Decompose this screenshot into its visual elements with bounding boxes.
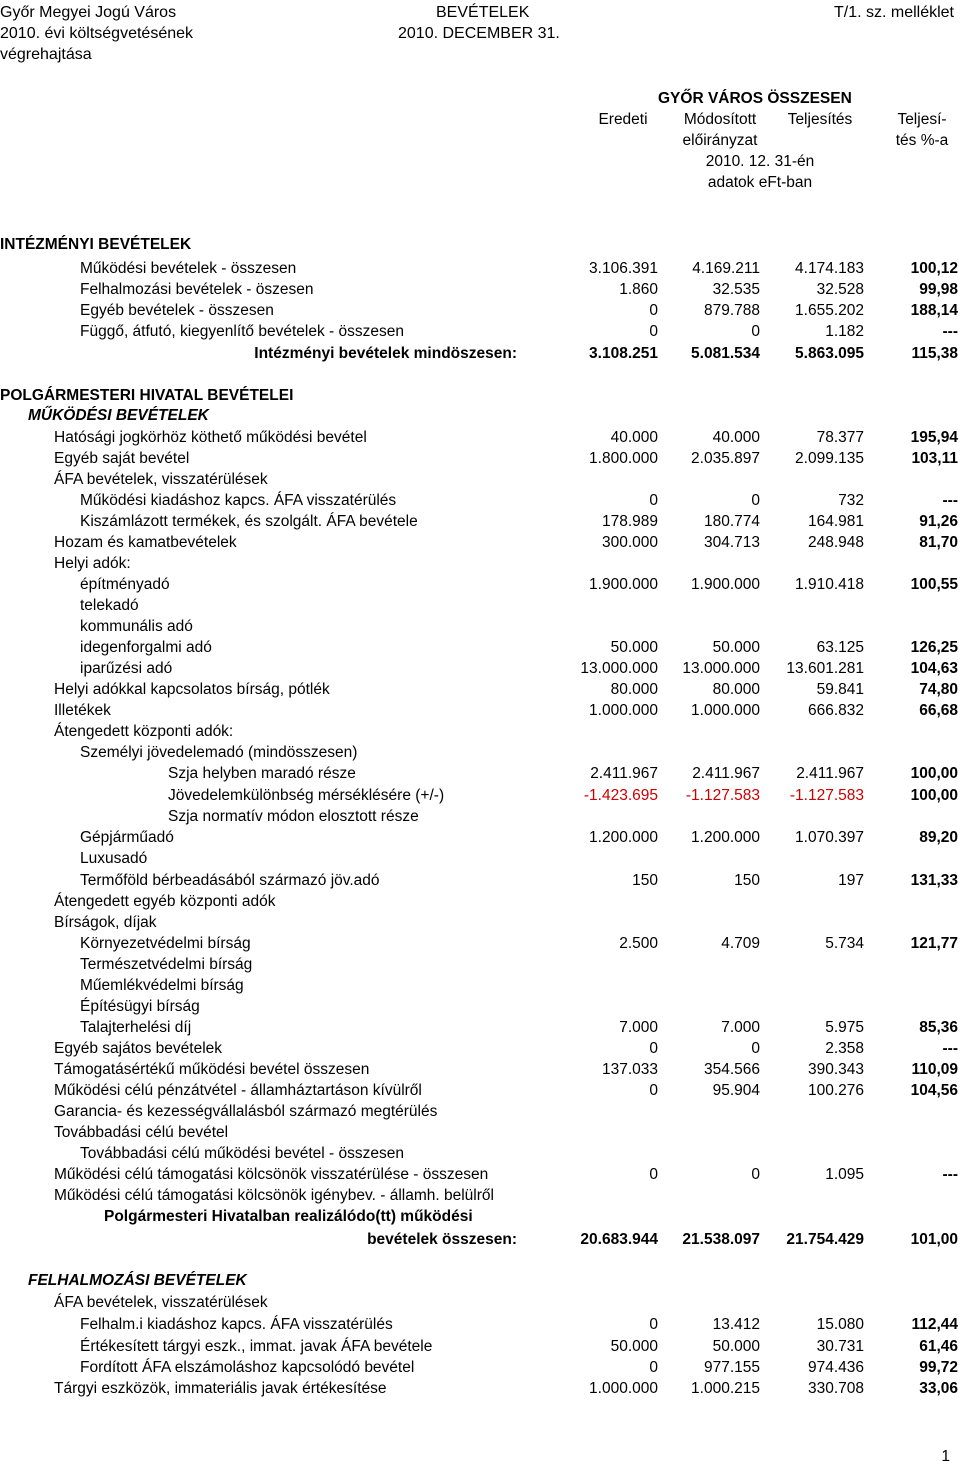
actual-value: 59.841 bbox=[816, 681, 864, 698]
row-label: építményadó bbox=[80, 576, 170, 593]
actual-value: 1.655.202 bbox=[795, 302, 864, 319]
percent-value: 104,63 bbox=[910, 660, 958, 677]
table-row bbox=[0, 1164, 960, 1185]
table-row bbox=[0, 321, 960, 342]
header-left bbox=[0, 2, 193, 65]
percent-value: --- bbox=[942, 492, 958, 509]
table-row bbox=[0, 848, 960, 869]
original-value: 0 bbox=[649, 1040, 658, 1057]
original-value: -1.423.695 bbox=[583, 787, 658, 804]
percent-value: 112,44 bbox=[911, 1316, 958, 1333]
percent-value: 115,38 bbox=[911, 345, 958, 362]
modified-value: 1.000.215 bbox=[691, 1380, 760, 1397]
row-label: Kiszámlázott termékek, és szolgált. ÁFA bevétele bbox=[80, 513, 418, 530]
actual-value: 974.436 bbox=[807, 1359, 864, 1376]
percent-value: 74,80 bbox=[919, 681, 958, 698]
modified-value: 0 bbox=[751, 1166, 760, 1183]
table-row bbox=[0, 490, 960, 511]
table-row bbox=[0, 933, 960, 954]
row-label: Polgármesteri Hivatalban realizálódo(tt) működési bbox=[104, 1208, 473, 1225]
original-value: 1.860 bbox=[619, 281, 658, 298]
row-label: Személyi jövedelemadó (mindösszesen) bbox=[80, 744, 358, 761]
original-value: 3.106.391 bbox=[589, 260, 658, 277]
percent-value: 99,98 bbox=[919, 281, 958, 298]
actual-value: 732 bbox=[838, 492, 864, 509]
actual-value: 666.832 bbox=[807, 702, 864, 719]
column-header-modified bbox=[665, 109, 775, 151]
percent-value: 100,00 bbox=[910, 765, 958, 782]
row-label: Helyi adók: bbox=[54, 555, 131, 572]
original-value: 3.108.251 bbox=[589, 345, 658, 362]
table-row bbox=[0, 511, 960, 532]
original-value: 137.033 bbox=[601, 1061, 658, 1078]
table-row bbox=[0, 785, 960, 806]
row-label: Bírságok, díjak bbox=[54, 914, 157, 931]
column-header-modified-line-1: Módosított bbox=[683, 111, 757, 128]
modified-value: 1.900.000 bbox=[691, 576, 760, 593]
percent-value: 100,55 bbox=[910, 576, 958, 593]
percent-value: 103,11 bbox=[911, 450, 958, 467]
percent-value: 89,20 bbox=[919, 829, 958, 846]
row-label: Támogatásértékű működési bevétel összesen bbox=[54, 1061, 370, 1078]
table-row bbox=[0, 405, 960, 426]
row-label: idegenforgalmi adó bbox=[80, 639, 212, 656]
modified-value: 4.169.211 bbox=[692, 260, 760, 277]
table-row bbox=[0, 763, 960, 784]
original-value: 0 bbox=[649, 1166, 658, 1183]
percent-value: 66,68 bbox=[919, 702, 958, 719]
actual-value: 5.863.095 bbox=[795, 345, 864, 362]
row-label: Működési célú pénzátvétel - államháztartáson kívülről bbox=[54, 1082, 422, 1099]
row-label: Átengedett egyéb központi adók bbox=[54, 893, 276, 910]
table-row bbox=[0, 700, 960, 721]
table-row bbox=[0, 1143, 960, 1164]
actual-value: 1.070.397 bbox=[795, 829, 864, 846]
table-row bbox=[0, 721, 960, 742]
header-middle-line-1: BEVÉTELEK bbox=[436, 4, 530, 21]
column-header-unit: adatok eFt-ban bbox=[707, 174, 813, 191]
row-label: bevételek összesen: bbox=[367, 1231, 517, 1248]
modified-value: 2.035.897 bbox=[691, 450, 760, 467]
table-row bbox=[0, 1336, 960, 1357]
row-label: Tárgyi eszközök, immateriális javak értékesítése bbox=[54, 1380, 387, 1397]
row-label: MŰKÖDÉSI BEVÉTELEK bbox=[28, 407, 209, 424]
header-left-line-2: 2010. évi költségvetésének bbox=[0, 25, 194, 42]
percent-value: 101,00 bbox=[910, 1231, 958, 1248]
original-value: 2.500 bbox=[619, 935, 658, 952]
actual-value: 15.080 bbox=[816, 1316, 864, 1333]
modified-value: 95.904 bbox=[712, 1082, 760, 1099]
table-row bbox=[0, 343, 960, 364]
table-row bbox=[0, 912, 960, 933]
row-label: Környezetvédelmi bírság bbox=[80, 935, 251, 952]
row-label: Működési célú támogatási kölcsönök visszatérülése - összesen bbox=[54, 1166, 489, 1183]
modified-value: 304.713 bbox=[703, 534, 760, 551]
percent-value: --- bbox=[942, 1166, 958, 1183]
table-row bbox=[0, 1017, 960, 1038]
table-row bbox=[0, 1038, 960, 1059]
row-label: Egyéb bevételek - összesen bbox=[80, 302, 274, 319]
row-label: Hozam és kamatbevételek bbox=[54, 534, 237, 551]
actual-value: 164.981 bbox=[807, 513, 864, 530]
table-row bbox=[0, 975, 960, 996]
percent-value: 121,77 bbox=[910, 935, 958, 952]
table-row bbox=[0, 385, 960, 406]
original-value: 1.900.000 bbox=[589, 576, 658, 593]
table-row bbox=[0, 679, 960, 700]
table-row bbox=[0, 658, 960, 679]
modified-value: 13.412 bbox=[712, 1316, 760, 1333]
row-label: Továbbadási célú bevétel bbox=[54, 1124, 229, 1141]
modified-value: 0 bbox=[751, 323, 760, 340]
row-label: Gépjárműadó bbox=[80, 829, 174, 846]
column-header-original bbox=[583, 109, 663, 130]
modified-value: 0 bbox=[751, 492, 760, 509]
actual-value: 330.708 bbox=[807, 1380, 864, 1397]
header-middle bbox=[398, 2, 560, 44]
percent-value: --- bbox=[942, 323, 958, 340]
table-row bbox=[0, 1059, 960, 1080]
row-label: Továbbadási célú működési bevétel - összesen bbox=[80, 1145, 404, 1162]
original-value: 7.000 bbox=[619, 1019, 658, 1036]
percent-value: 85,36 bbox=[919, 1019, 958, 1036]
row-label: Működési kiadáshoz kapcs. ÁFA visszatérülés bbox=[80, 492, 397, 509]
table-row bbox=[0, 1250, 960, 1271]
row-label: Természetvédelmi bírság bbox=[80, 956, 253, 973]
table-row bbox=[0, 1122, 960, 1143]
modified-value: 21.538.097 bbox=[682, 1231, 760, 1248]
original-value: 178.989 bbox=[601, 513, 658, 530]
actual-value: 21.754.429 bbox=[786, 1231, 864, 1248]
row-label: Illetékek bbox=[54, 702, 111, 719]
table-row bbox=[0, 448, 960, 469]
row-label: Helyi adókkal kapcsolatos bírság, pótlék bbox=[54, 681, 330, 698]
table-row bbox=[0, 1357, 960, 1378]
row-label: Hatósági jogkörhöz köthető működési bevétel bbox=[54, 429, 367, 446]
table-row bbox=[0, 1185, 960, 1206]
original-value: 13.000.000 bbox=[580, 660, 658, 677]
original-value: 150 bbox=[632, 872, 658, 889]
modified-value: 40.000 bbox=[712, 429, 760, 446]
table-row bbox=[0, 1378, 960, 1399]
annex-label: T/1. sz. melléklet bbox=[833, 4, 954, 21]
percent-value: 126,25 bbox=[910, 639, 958, 656]
table-row bbox=[0, 1206, 960, 1227]
original-value: 2.411.967 bbox=[590, 765, 658, 782]
actual-value: 100.276 bbox=[807, 1082, 864, 1099]
table-row bbox=[0, 427, 960, 448]
percent-value: 61,46 bbox=[919, 1338, 958, 1355]
column-header-percent bbox=[884, 109, 960, 151]
actual-value: 30.731 bbox=[816, 1338, 864, 1355]
table-row bbox=[0, 469, 960, 490]
row-label: Értékesített tárgyi eszk., immat. javak ÁFA bevétele bbox=[80, 1338, 433, 1355]
original-value: 20.683.944 bbox=[580, 1231, 658, 1248]
modified-value: 1.200.000 bbox=[691, 829, 760, 846]
actual-value: 4.174.183 bbox=[795, 260, 864, 277]
original-value: 1.000.000 bbox=[589, 1380, 658, 1397]
row-label: Függő, átfutó, kiegyenlítő bevételek - összesen bbox=[80, 323, 404, 340]
modified-value: 4.709 bbox=[721, 935, 760, 952]
original-value: 0 bbox=[649, 323, 658, 340]
column-header-date bbox=[680, 151, 840, 193]
original-value: 0 bbox=[649, 1316, 658, 1333]
table-row bbox=[0, 996, 960, 1017]
actual-value: 63.125 bbox=[816, 639, 864, 656]
header-right bbox=[834, 2, 954, 23]
column-header-actual-line-1: Teljesítés bbox=[787, 111, 853, 128]
actual-value: 2.411.967 bbox=[796, 765, 864, 782]
column-header-date-line-1: 2010. 12. 31-én bbox=[705, 153, 815, 170]
modified-value: 32.535 bbox=[712, 281, 760, 298]
original-value: 0 bbox=[649, 302, 658, 319]
modified-value: 50.000 bbox=[712, 639, 760, 656]
actual-value: 5.734 bbox=[825, 935, 864, 952]
row-label: Műemlékvédelmi bírság bbox=[80, 977, 244, 994]
table-row bbox=[0, 1229, 960, 1250]
actual-value: 248.948 bbox=[807, 534, 864, 551]
row-label: Intézményi bevételek mindöszesen: bbox=[254, 345, 517, 362]
actual-value: -1.127.583 bbox=[789, 787, 864, 804]
percent-value: 104,56 bbox=[910, 1082, 958, 1099]
percent-value: 188,14 bbox=[910, 302, 958, 319]
table-row bbox=[0, 870, 960, 891]
original-value: 40.000 bbox=[610, 429, 658, 446]
row-label: FELHALMOZÁSI BEVÉTELEK bbox=[28, 1272, 247, 1289]
modified-value: 13.000.000 bbox=[682, 660, 760, 677]
column-header-original-line-1: Eredeti bbox=[598, 111, 648, 128]
column-header-modified-line-2: előirányzat bbox=[682, 132, 758, 149]
modified-value: 150 bbox=[734, 872, 760, 889]
modified-value: 0 bbox=[751, 1040, 760, 1057]
row-label: Szja normatív módon elosztott része bbox=[168, 808, 419, 825]
actual-value: 2.099.135 bbox=[795, 450, 864, 467]
row-label: kommunális adó bbox=[80, 618, 193, 635]
row-label: Felhalmozási bevételek - öszesen bbox=[80, 281, 314, 298]
actual-value: 5.975 bbox=[825, 1019, 864, 1036]
actual-value: 13.601.281 bbox=[786, 660, 864, 677]
header-middle-line-2: 2010. DECEMBER 31. bbox=[398, 25, 560, 42]
column-header-percent-line-1: Teljesí- bbox=[897, 111, 947, 128]
actual-value: 390.343 bbox=[807, 1061, 864, 1078]
original-value: 50.000 bbox=[610, 1338, 658, 1355]
modified-value: 1.000.000 bbox=[691, 702, 760, 719]
actual-value: 197 bbox=[838, 872, 864, 889]
table-row bbox=[0, 595, 960, 616]
modified-value: 80.000 bbox=[712, 681, 760, 698]
row-label: Fordított ÁFA elszámoláshoz kapcsolódó bevétel bbox=[80, 1359, 415, 1376]
table-row bbox=[0, 1101, 960, 1122]
original-value: 0 bbox=[649, 492, 658, 509]
table-row bbox=[0, 806, 960, 827]
row-label: Működési célú támogatási kölcsönök igénybev. - államh. belülről bbox=[54, 1187, 494, 1204]
header-left-line-1: Győr Megyei Jogú Város bbox=[0, 4, 177, 21]
percent-value: 81,70 bbox=[919, 534, 958, 551]
table-row bbox=[0, 574, 960, 595]
actual-value: 1.910.418 bbox=[795, 576, 864, 593]
table-row bbox=[0, 234, 960, 255]
percent-value: 110,09 bbox=[911, 1061, 958, 1078]
actual-value: 78.377 bbox=[816, 429, 864, 446]
percent-value: 99,72 bbox=[919, 1359, 958, 1376]
modified-value: 354.566 bbox=[703, 1061, 760, 1078]
modified-value: 180.774 bbox=[703, 513, 760, 530]
table-row bbox=[0, 1292, 960, 1313]
row-label: Garancia- és kezességvállalásból származó megtérülés bbox=[54, 1103, 438, 1120]
table-row bbox=[0, 1314, 960, 1335]
modified-value: 50.000 bbox=[712, 1338, 760, 1355]
row-label: POLGÁRMESTERI HIVATAL BEVÉTELEI bbox=[0, 387, 294, 404]
original-value: 1.200.000 bbox=[589, 829, 658, 846]
table-row bbox=[0, 742, 960, 763]
row-label: Átengedett központi adók: bbox=[54, 723, 234, 740]
percent-value: 91,26 bbox=[919, 513, 958, 530]
actual-value: 2.358 bbox=[825, 1040, 864, 1057]
original-value: 0 bbox=[649, 1359, 658, 1376]
row-label: Jövedelemkülönbség mérséklésére (+/-) bbox=[168, 787, 445, 804]
table-row bbox=[0, 954, 960, 975]
page-number: 1 bbox=[941, 1448, 950, 1465]
column-header-percent-line-2: tés %-a bbox=[895, 132, 949, 149]
row-label: Szja helyben maradó része bbox=[168, 765, 356, 782]
percent-value: 100,12 bbox=[910, 260, 958, 277]
modified-value: -1.127.583 bbox=[685, 787, 760, 804]
row-label: Egyéb sajátos bevételek bbox=[54, 1040, 223, 1057]
modified-value: 7.000 bbox=[721, 1019, 760, 1036]
modified-value: 977.155 bbox=[703, 1359, 760, 1376]
original-value: 1.800.000 bbox=[589, 450, 658, 467]
row-label: ÁFA bevételek, visszatérülések bbox=[54, 471, 268, 488]
row-label: ÁFA bevételek, visszatérülések bbox=[54, 1294, 268, 1311]
table-title: GYŐR VÁROS ÖSSZESEN bbox=[658, 90, 852, 107]
table-row bbox=[0, 1270, 960, 1291]
table-row bbox=[0, 279, 960, 300]
percent-value: 131,33 bbox=[910, 872, 958, 889]
header-left-line-3: végrehajtása bbox=[0, 46, 92, 63]
row-label: Talajterhelési díj bbox=[80, 1019, 192, 1036]
original-value: 80.000 bbox=[610, 681, 658, 698]
table-row bbox=[0, 616, 960, 637]
row-label: Egyéb saját bevétel bbox=[54, 450, 190, 467]
table-row bbox=[0, 300, 960, 321]
modified-value: 879.788 bbox=[703, 302, 760, 319]
table-row bbox=[0, 637, 960, 658]
actual-value: 1.182 bbox=[825, 323, 864, 340]
actual-value: 32.528 bbox=[816, 281, 864, 298]
modified-value: 2.411.967 bbox=[692, 765, 760, 782]
percent-value: 33,06 bbox=[919, 1380, 958, 1397]
column-header-actual bbox=[760, 109, 880, 130]
original-value: 300.000 bbox=[601, 534, 658, 551]
row-label: iparűzési adó bbox=[80, 660, 173, 677]
row-label: INTÉZMÉNYI BEVÉTELEK bbox=[0, 236, 192, 253]
modified-value: 5.081.534 bbox=[691, 345, 760, 362]
percent-value: --- bbox=[942, 1040, 958, 1057]
original-value: 0 bbox=[649, 1082, 658, 1099]
row-label: Felhalm.i kiadáshoz kapcs. ÁFA visszatérülés bbox=[80, 1316, 393, 1333]
row-label: telekadó bbox=[80, 597, 139, 614]
actual-value: 1.095 bbox=[825, 1166, 864, 1183]
row-label: Építésügyi bírság bbox=[80, 998, 200, 1015]
table-row bbox=[0, 364, 960, 385]
table-row bbox=[0, 1080, 960, 1101]
row-label: Működési bevételek - összesen bbox=[80, 260, 297, 277]
row-label: Termőföld bérbeadásából származó jöv.adó bbox=[80, 872, 380, 889]
row-label: Luxusadó bbox=[80, 850, 148, 867]
table-row bbox=[0, 891, 960, 912]
table-row bbox=[0, 532, 960, 553]
table-row bbox=[0, 553, 960, 574]
percent-value: 195,94 bbox=[910, 429, 958, 446]
table-row bbox=[0, 827, 960, 848]
table-row bbox=[0, 258, 960, 279]
original-value: 1.000.000 bbox=[589, 702, 658, 719]
percent-value: 100,00 bbox=[910, 787, 958, 804]
original-value: 50.000 bbox=[610, 639, 658, 656]
